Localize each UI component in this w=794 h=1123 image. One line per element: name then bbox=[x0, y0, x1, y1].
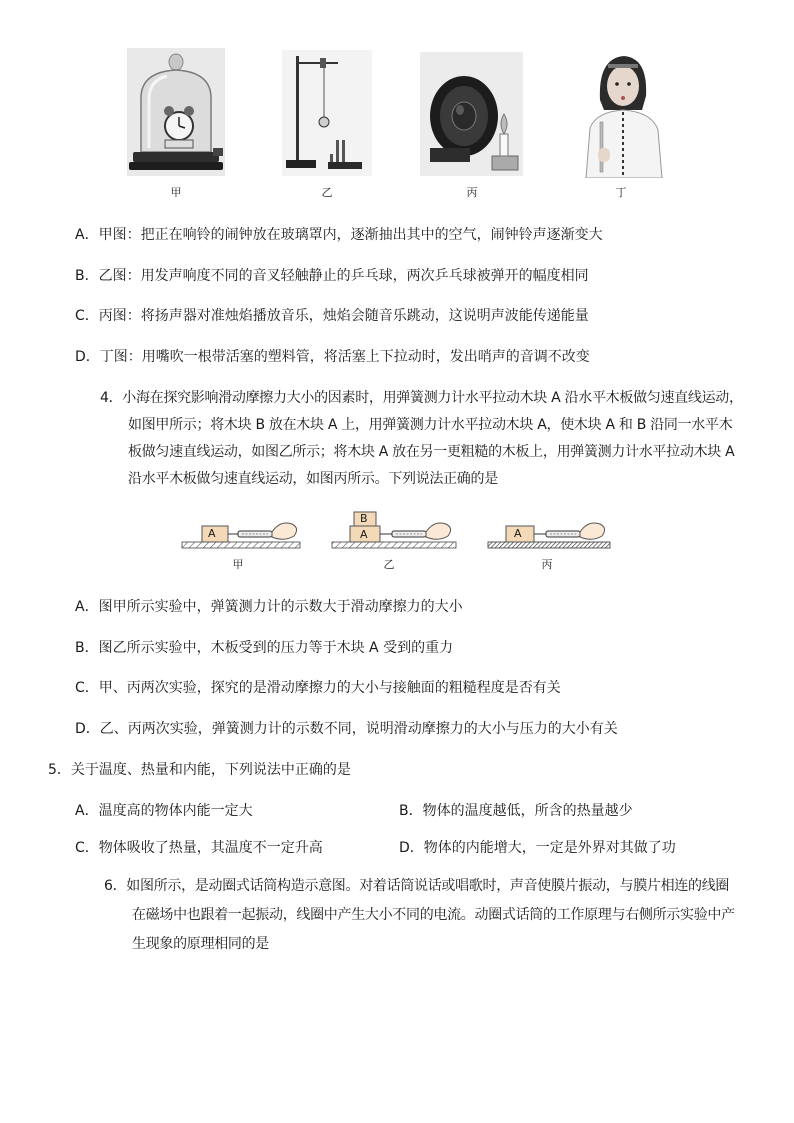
block-label: B bbox=[360, 512, 368, 525]
friction-setup-figure bbox=[330, 510, 460, 554]
friction-setup-figure bbox=[180, 514, 302, 554]
bell-jar-alarm-clock-icon bbox=[127, 48, 225, 176]
q4-option: B．图乙所示实验中，木板受到的压力等于木块 A 受到的重力 bbox=[75, 640, 454, 656]
q3-option: C．丙图：将扬声器对准烛焰播放音乐，烛焰会随音乐跳动，这说明声波能传递能量 bbox=[75, 308, 589, 324]
girl-blowing-figure bbox=[576, 50, 666, 178]
q4-option: D．乙、丙两次实验，弹簧测力计的示数不同，说明滑动摩擦力的大小与压力的大小有关 bbox=[75, 721, 618, 737]
block-label: A bbox=[208, 527, 216, 540]
block-rough-board-spring-scale-hand-icon bbox=[486, 514, 614, 554]
tuning-fork-pendulum-ball-icon bbox=[282, 50, 372, 176]
q4-figure-caption: 甲 bbox=[232, 558, 244, 571]
q4-figure-caption: 乙 bbox=[383, 558, 395, 571]
bell-jar-figure bbox=[127, 48, 225, 176]
block-spring-scale-hand-icon bbox=[180, 514, 302, 554]
tuning-fork-figure bbox=[282, 50, 372, 176]
speaker-candle-figure bbox=[420, 52, 523, 176]
q4-stem-line: 板做匀速直线运动，如图乙所示；将木块 A 放在另一更粗糙的木板上，用弹簧测力计水平拉动木块 A bbox=[128, 444, 735, 460]
girl-blowing-tube-icon bbox=[576, 50, 666, 178]
stacked-blocks-spring-scale-hand-icon bbox=[330, 510, 460, 554]
q3-option: A．甲图：把正在响铃的闹钟放在玻璃罩内，逐渐抽出其中的空气，闹钟铃声逐渐变大 bbox=[75, 227, 603, 243]
q3-figure-caption: 丙 bbox=[466, 186, 478, 199]
block-label: A bbox=[360, 528, 368, 541]
q3-figure-caption: 丁 bbox=[615, 186, 627, 199]
q4-stem-line: 如图甲所示；将木块 B 放在木块 A 上，用弹簧测力计水平拉动木块 A，使木块 A 和 B 沿同一水平木 bbox=[128, 417, 733, 433]
block-label: A bbox=[514, 527, 522, 540]
q4-stem-line: 4．小海在探究影响滑动摩擦力大小的因素时，用弹簧测力计水平拉动木块 A 沿水平木板做匀速直线运动， bbox=[100, 390, 743, 406]
q4-stem-line: 沿水平木板做匀速直线运动，如图丙所示。下列说法正确的是 bbox=[128, 471, 498, 487]
q5-option: A．温度高的物体内能一定大 bbox=[75, 803, 253, 819]
q6-stem-line: 在磁场中也跟着一起振动，线圈中产生大小不同的电流。动圈式话筒的工作原理与右侧所示实验中产 bbox=[132, 907, 735, 923]
q5-option: B．物体的温度越低，所含的热量越少 bbox=[399, 803, 633, 819]
q6-stem-line: 6．如图所示，是动圈式话筒构造示意图。对着话筒说话或唱歌时，声音使膜片振动，与膜片相连的线圈 bbox=[104, 878, 730, 894]
q6-stem-line: 生现象的原理相同的是 bbox=[132, 936, 269, 952]
q5-stem: 5．关于温度、热量和内能，下列说法中正确的是 bbox=[48, 762, 351, 778]
q3-figure-caption: 甲 bbox=[170, 186, 182, 199]
q4-option: C．甲、丙两次实验，探究的是滑动摩擦力的大小与接触面的粗糙程度是否有关 bbox=[75, 680, 561, 696]
q4-option: A．图甲所示实验中，弹簧测力计的示数大于滑动摩擦力的大小 bbox=[75, 599, 463, 615]
q3-option: B．乙图：用发声响度不同的音叉轻触静止的乒乓球，两次乒乓球被弹开的幅度相同 bbox=[75, 268, 589, 284]
speaker-candle-icon bbox=[420, 52, 523, 176]
q4-figure-caption: 丙 bbox=[541, 558, 553, 571]
q5-option: D．物体的内能增大，一定是外界对其做了功 bbox=[399, 840, 676, 856]
q5-option: C．物体吸收了热量，其温度不一定升高 bbox=[75, 840, 323, 856]
friction-setup-figure bbox=[486, 514, 614, 554]
q3-option: D．丁图：用嘴吹一根带活塞的塑料管，将活塞上下拉动时，发出哨声的音调不改变 bbox=[75, 349, 590, 365]
q3-figure-caption: 乙 bbox=[321, 186, 333, 199]
